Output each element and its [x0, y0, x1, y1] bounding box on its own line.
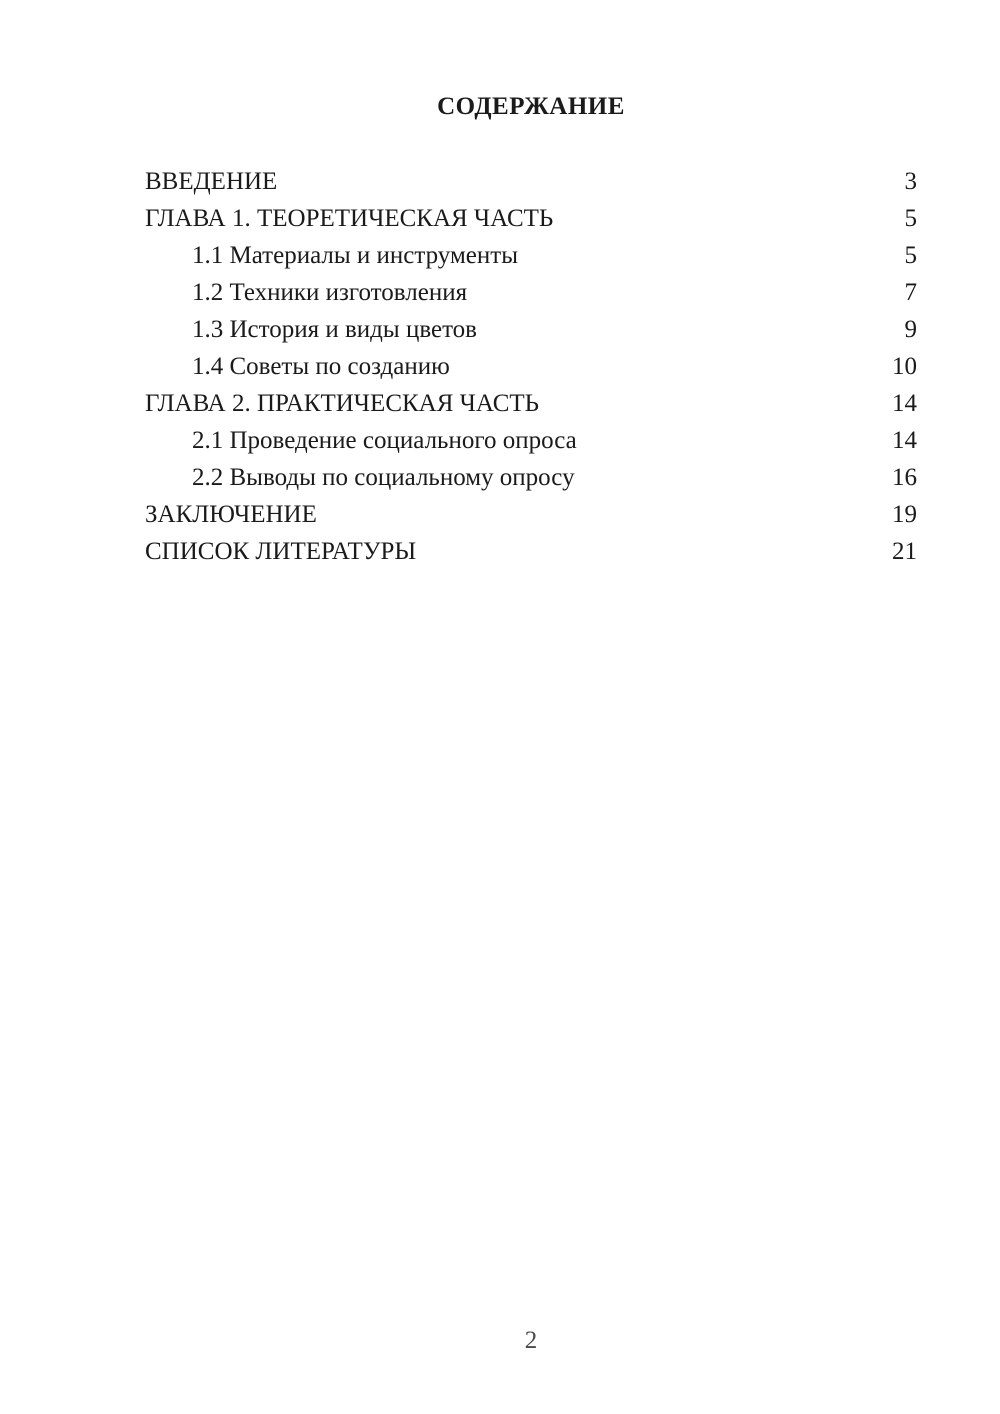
toc-entry-label: ГЛАВА 2. ПРАКТИЧЕСКАЯ ЧАСТЬ	[145, 390, 540, 417]
footer-page-number: 2	[524, 1327, 538, 1354]
toc-entry	[145, 385, 917, 422]
toc-entry-page: 14	[892, 390, 917, 417]
toc-entry-label: 1.4 Советы по созданию	[192, 353, 450, 380]
toc-entry-label: 2.1 Проведение социального опроса	[192, 427, 577, 454]
toc-entry-page: 14	[892, 427, 917, 454]
toc-entry-label: ЗАКЛЮЧЕНИЕ	[145, 501, 317, 528]
toc-entry-page: 3	[904, 168, 917, 195]
toc-entry	[145, 237, 917, 274]
toc-entry	[145, 459, 917, 496]
toc-entry-page: 16	[892, 464, 917, 491]
toc-entry-label: 1.2 Техники изготовления	[192, 279, 468, 306]
toc-entry-page: 21	[892, 538, 917, 565]
toc-entry-page: 5	[904, 205, 917, 232]
page-title: СОДЕРЖАНИЕ	[437, 93, 625, 120]
toc-entry-label: ВВЕДЕНИЕ	[145, 168, 278, 195]
toc-entry	[145, 422, 917, 459]
toc-entry	[145, 311, 917, 348]
toc-entry-label: 1.1 Материалы и инструменты	[192, 242, 518, 269]
toc-content	[145, 88, 917, 570]
toc-entry	[145, 200, 917, 237]
toc-entry-page: 19	[892, 501, 917, 528]
toc-entry-label: 1.3 История и виды цветов	[192, 316, 477, 343]
toc-entry	[145, 348, 917, 385]
toc-entry-page: 9	[904, 316, 917, 343]
toc-entry	[145, 496, 917, 533]
toc-entry	[145, 274, 917, 311]
toc-entry-label: СПИСОК ЛИТЕРАТУРЫ	[145, 538, 417, 565]
toc-entry-label: ГЛАВА 1. ТЕОРЕТИЧЕСКАЯ ЧАСТЬ	[145, 205, 554, 232]
toc-entry	[145, 163, 917, 200]
toc-entry-page: 10	[892, 353, 917, 380]
toc-entry-page: 7	[904, 279, 917, 306]
toc-list	[145, 163, 917, 570]
toc-entry-label: 2.2 Выводы по социальному опросу	[192, 464, 575, 491]
toc-entry	[145, 533, 917, 570]
toc-entry-page: 5	[904, 242, 917, 269]
